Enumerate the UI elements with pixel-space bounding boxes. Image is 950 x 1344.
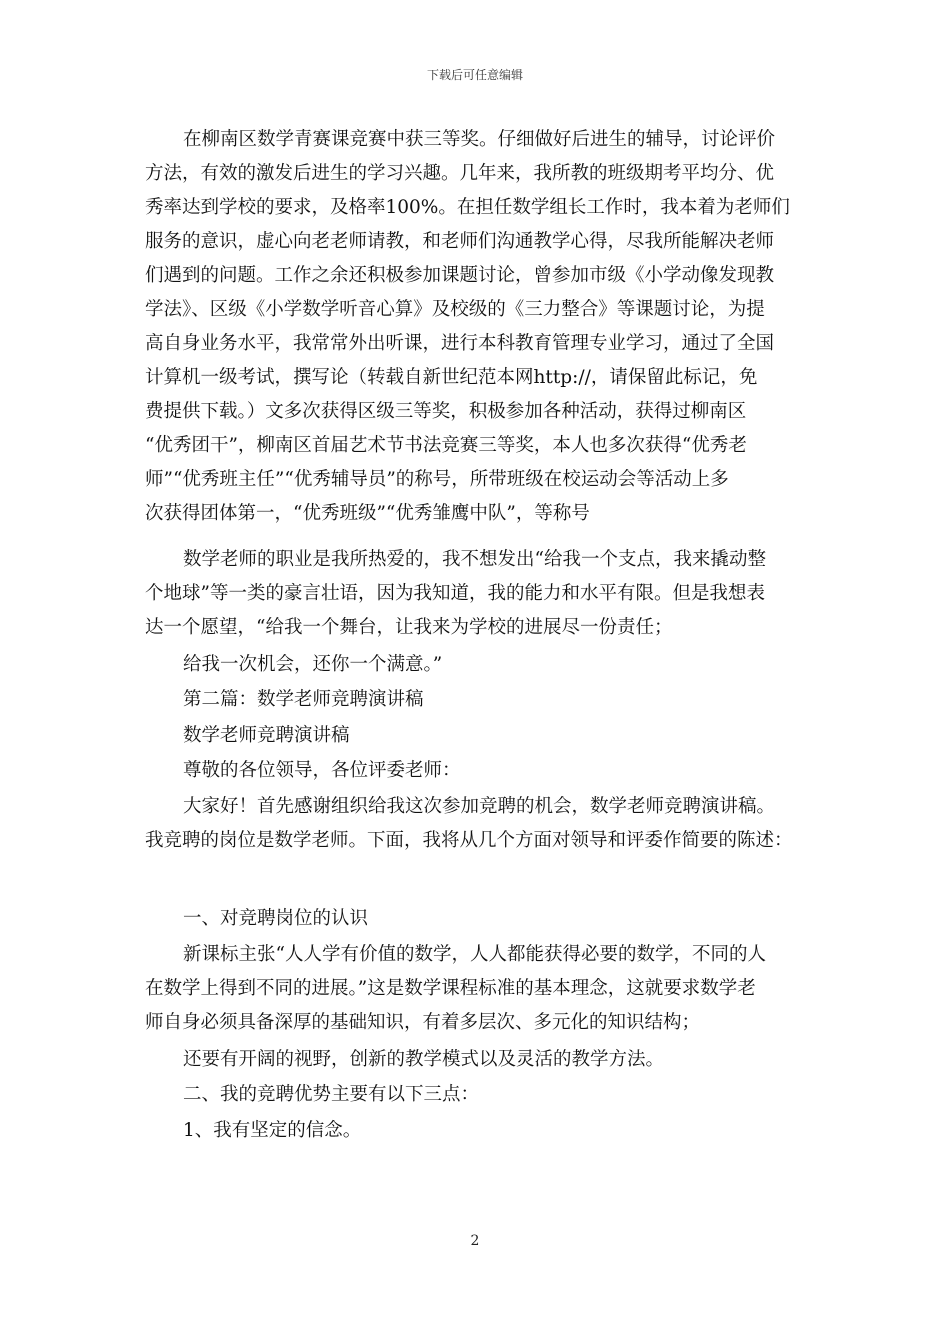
text-line: 学法》、区级《小学数学听音心算》及校级的《三力整合》等课题讨论，为提 bbox=[145, 299, 765, 320]
body-paragraph bbox=[145, 648, 815, 682]
text-line: 一、对竞聘岗位的认识 bbox=[183, 908, 369, 929]
text-line: 还要有开阔的视野，创新的教学模式以及灵活的教学方法。 bbox=[183, 1049, 665, 1070]
text-line: 数学老师竞聘演讲稿 bbox=[183, 725, 350, 746]
page-number: 2 bbox=[470, 1233, 480, 1249]
text-line: 在数学上得到不同的进展。”这是数学课程标准的基本理念，这就要求数学老 bbox=[145, 978, 756, 999]
text-line: 方法，有效的激发后进生的学习兴趣。几年来，我所教的班级期考平均分、优 bbox=[145, 163, 775, 184]
text-line: 数学老师的职业是我所热爱的，我不想发出“给我一个支点，我来撬动整 bbox=[183, 549, 766, 570]
text-line: 服务的意识，虚心向老老师请教，和老师们沟通教学心得，尽我所能解决老师 bbox=[145, 231, 775, 252]
text-line: 我竞聘的岗位是数学老师。下面，我将从几个方面对领导和评委作简要的陈述： bbox=[145, 830, 793, 851]
body-paragraph bbox=[145, 938, 815, 1040]
text-line: 第二篇：数学老师竞聘演讲稿 bbox=[183, 689, 424, 710]
body-paragraph bbox=[145, 1043, 815, 1077]
text-line: 个地球”等一类的豪言壮语，因为我知道，我的能力和水平有限。但是我想表 bbox=[145, 583, 765, 604]
text-line: 计算机一级考试，撰写论（转载自新世纪范本网http://，请保留此标记，免 bbox=[145, 367, 758, 388]
text-line: 费提供下载。）文多次获得区级三等奖，积极参加各种活动，获得过柳南区 bbox=[145, 401, 747, 422]
text-line: 1、我有坚定的信念。 bbox=[183, 1120, 362, 1141]
section-heading bbox=[145, 902, 815, 936]
page-header: 下载后可任意编辑 bbox=[426, 68, 523, 82]
text-line: 次获得团体第一，“优秀班级”“优秀雏鹰中队”，等称号 bbox=[145, 503, 590, 524]
text-line: 给我一次机会，还你一个满意。” bbox=[183, 654, 443, 675]
text-line: 在柳南区数学青赛课竞赛中获三等奖。仔细做好后进生的辅导，讨论评价 bbox=[183, 129, 776, 150]
text-line: 达一个愿望，“给我一个舞台，让我来为学校的进展尽一份责任； bbox=[145, 617, 673, 638]
text-line: 师自身必须具备深厚的基础知识，有着多层次、多元化的知识结构； bbox=[145, 1012, 701, 1033]
text-line: 高自身业务水平，我常常外出听课，进行本科教育管理专业学习，通过了全国 bbox=[145, 333, 775, 354]
text-line: 大家好！首先感谢组织给我这次参加竞聘的机会，数学老师竞聘演讲稿。 bbox=[183, 796, 776, 817]
body-paragraph bbox=[145, 123, 815, 531]
speech-title bbox=[145, 719, 815, 753]
section-heading bbox=[145, 1078, 815, 1112]
section-heading bbox=[145, 683, 815, 717]
salutation bbox=[145, 754, 815, 788]
body-paragraph bbox=[145, 790, 815, 858]
text-line: 秀率达到学校的要求，及格率100%。在担任数学组长工作时，我本着为老师们 bbox=[145, 197, 790, 218]
text-line: 们遇到的问题。工作之余还积极参加课题讨论，曾参加市级《小学动像发现教 bbox=[145, 265, 775, 286]
list-item bbox=[145, 1114, 815, 1148]
text-line: 师”“优秀班主任”“优秀辅导员”的称号，所带班级在校运动会等活动上多 bbox=[145, 469, 729, 490]
text-line: 新课标主张“人人学有价值的数学，人人都能获得必要的数学，不同的人 bbox=[183, 944, 766, 965]
text-line: “优秀团干”，柳南区首届艺术节书法竞赛三等奖，本人也多次获得“优秀老 bbox=[145, 435, 747, 456]
text-line: 尊敬的各位领导，各位评委老师： bbox=[183, 760, 461, 781]
body-paragraph bbox=[145, 543, 815, 645]
text-line: 二、我的竞聘优势主要有以下三点： bbox=[183, 1084, 480, 1105]
